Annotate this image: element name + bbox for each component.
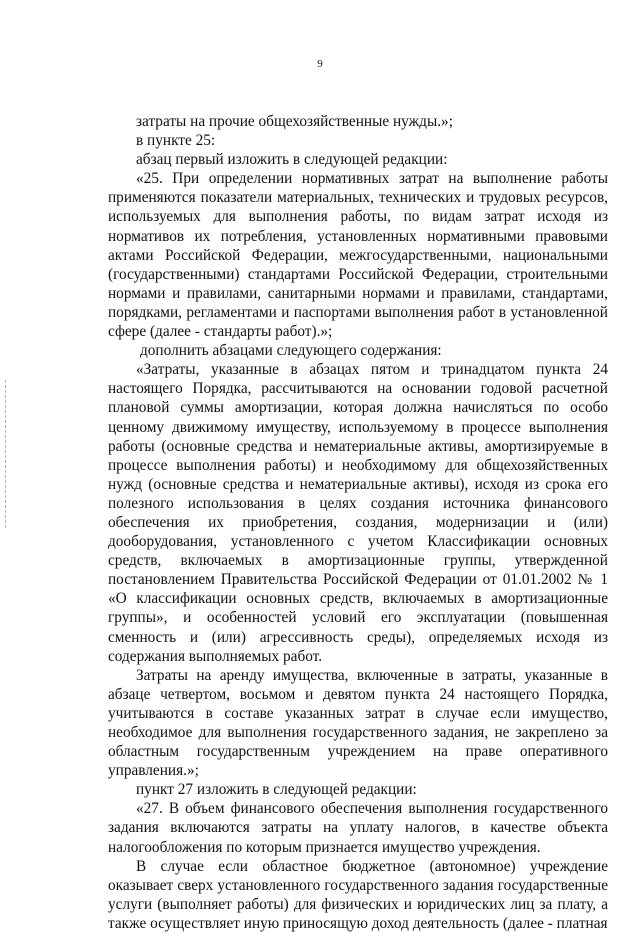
margin-mark	[5, 380, 6, 530]
document-body	[108, 112, 608, 933]
paragraph-7: Затраты на аренду имущества, включенные в затраты, указанные в абзаце четвертом, восьмом и девятом пункта 24 настоящего Порядка, учитываются в составе указанных затрат в случае если имущество, необходимое для выполнения государственного задания, не закреплено за областным государственным учреждением на праве оперативного управления.»;	[108, 666, 608, 780]
paragraph-2: в пункте 25:	[136, 132, 216, 150]
paragraph-4: «25. При определении нормативных затрат на выполнение работы применяются показатели материальных, технических и трудовых ресурсов, используемых для выполнения работы, по видам затрат исходя из нормативов их потребления, установленных нормативными правовыми актами Российской Федерации, межгосударственными, национальными (государственными) стандартами Российской Федерации, строительными нормами и правилами, санитарными нормами и правилами, стандартами, порядками, регламентами и паспортами выполнения работ в установленной сфере (далее - стандарты работ).»;	[108, 170, 608, 341]
paragraph-1: затраты на прочие общехозяйственные нужды.»;	[136, 113, 453, 130]
paragraph-10: В случае если областное бюджетное (автономное) учреждение оказывает сверх установленного государственного задания государственные услуги (выполняет работы) для физических и юридических лиц за плату, а также осуществляет иную приносящую доход деятельность (далее - платная	[108, 857, 608, 932]
paragraph-6: «Затраты, указанные в абзацах пятом и тринадцатом пункта 24 настоящего Порядка, рассчитываются на основании годовой расчетной плановой суммы амортизации, которая должна начисляться по особо ценному движимому имуществу, используемому в процессе выполнения работы (основные средства и нематериальные активы, амортизируемые в процессе выполнения работы) и необходимому для общехозяйственных нужд (основные средства и нематериальные активы), исходя из срока его полезного использования в целях создания источника финансового обеспечения их приобретения, создания, модернизации и (или) дооборудования, установленного с учетом Классификации основных средств, включаемых в амортизационные группы, утвержденной постановлением Правительства Российской Федерации от 01.01.2002 № 1 «О классификации основных средств, включаемых в амортизационные группы», и особенностей условий его эксплуатации (повышенная сменность и (или) агрессивность среды), определяемых исходя из содержания выполняемых работ.	[108, 361, 608, 665]
page-number: 9	[317, 58, 323, 70]
paragraph-9: «27. В объем финансового обеспечения выполнения государственного задания включаются затраты на уплату налогов, в качестве объекта налогообложения по которым признается имущество учреждения.	[108, 800, 608, 856]
paragraph-5: дополнить абзацами следующего содержания:	[140, 342, 442, 360]
paragraph-3: абзац первый изложить в следующей редакции:	[136, 151, 448, 169]
paragraph-8: пункт 27 изложить в следующей редакции:	[136, 781, 417, 799]
